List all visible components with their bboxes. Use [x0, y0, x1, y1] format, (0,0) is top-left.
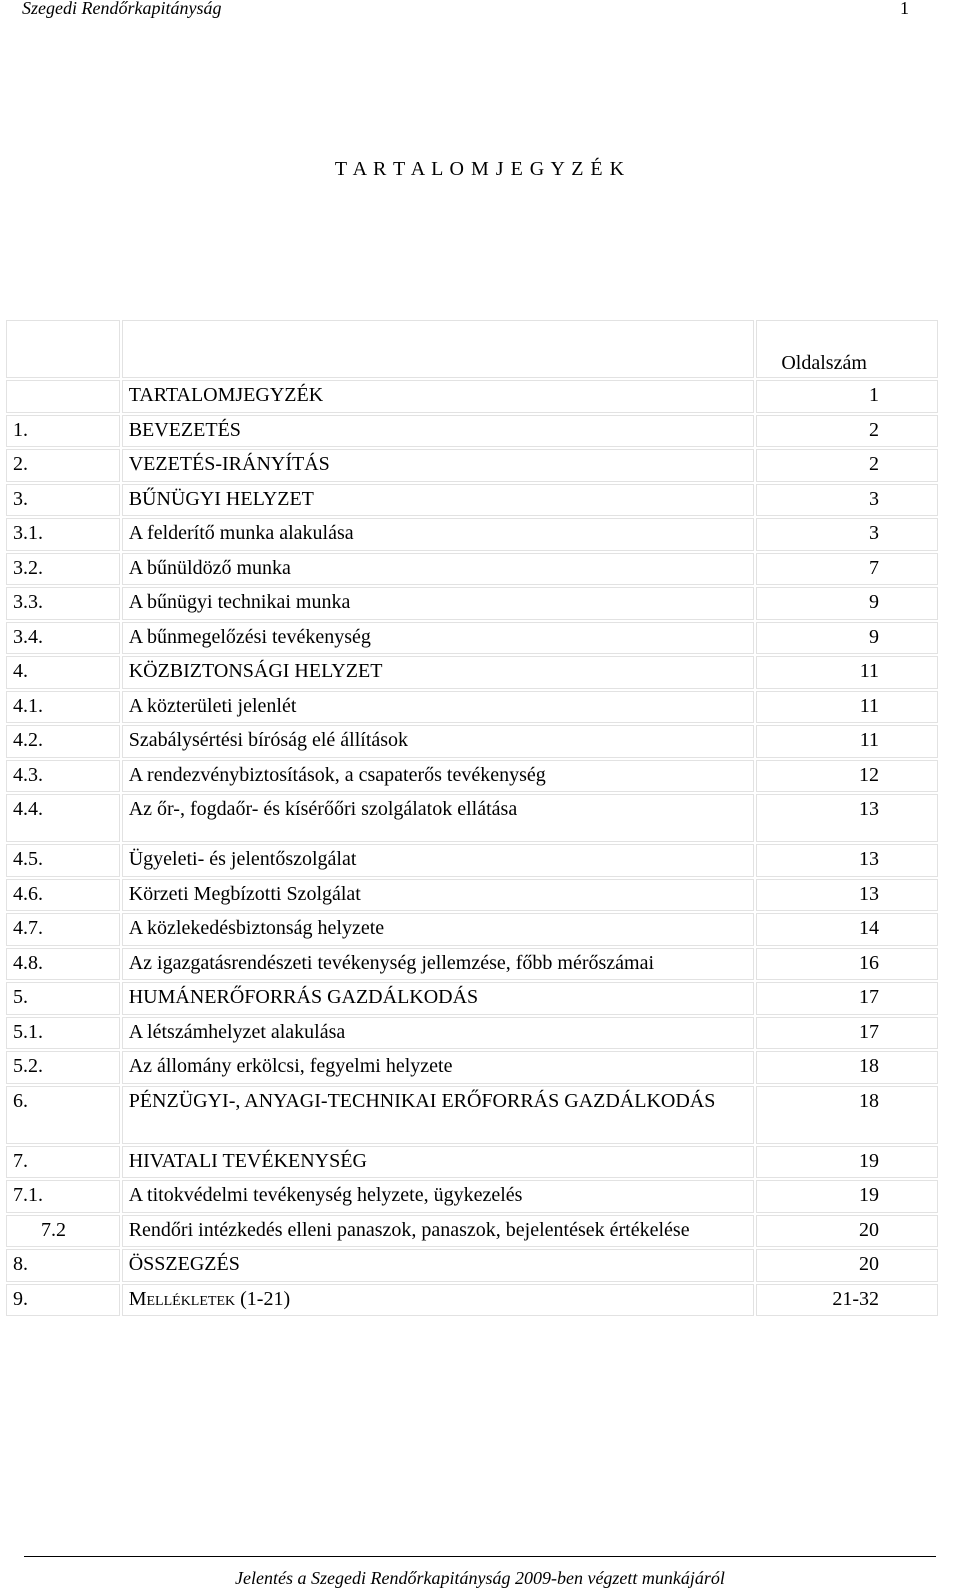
- toc-title: A létszámhelyzet alakulása: [122, 1017, 755, 1050]
- toc-num: 3.2.: [6, 553, 120, 586]
- toc-num: 7.1.: [6, 1180, 120, 1213]
- toc-num: 4.7.: [6, 913, 120, 946]
- toc-row: [6, 484, 938, 517]
- toc-row: [6, 844, 938, 877]
- toc-row: [6, 1215, 938, 1248]
- toc-title: A közlekedésbiztonság helyzete: [122, 913, 755, 946]
- toc-row: [6, 518, 938, 551]
- toc-title: A felderítő munka alakulása: [122, 518, 755, 551]
- running-header-page-number: 1: [900, 0, 909, 18]
- toc-row: [6, 725, 938, 758]
- toc-title: A titokvédelmi tevékenység helyzete, ügykezelés: [122, 1180, 755, 1213]
- toc-title: Mellékletek (1-21): [122, 1284, 755, 1317]
- toc-title: A bűnüldöző munka: [122, 553, 755, 586]
- toc-page: 19: [756, 1146, 938, 1179]
- toc-page: 19: [756, 1180, 938, 1213]
- toc-title: Ügyeleti- és jelentőszolgálat: [122, 844, 755, 877]
- toc-page: 2: [756, 449, 938, 482]
- toc-num: 4.1.: [6, 691, 120, 724]
- toc-page: 18: [756, 1086, 938, 1144]
- running-footer: Jelentés a Szegedi Rendőrkapitányság 2009-ben végzett munkájáról: [235, 1568, 725, 1588]
- running-header-title: Szegedi Rendőrkapitányság: [22, 0, 222, 18]
- toc-title: HUMÁNERŐFORRÁS GAZDÁLKODÁS: [122, 982, 755, 1015]
- toc-row: [6, 1180, 938, 1213]
- toc-title: Az őr-, fogdaőr- és kísérőőri szolgálatok ellátása: [122, 794, 755, 842]
- toc-title: ÖSSZEGZÉS: [122, 1249, 755, 1282]
- toc-title: TARTALOMJEGYZÉK: [122, 380, 755, 413]
- toc-page: 11: [756, 691, 938, 724]
- toc-num: 4.6.: [6, 879, 120, 912]
- toc-title: A bűnmegelőzési tevékenység: [122, 622, 755, 655]
- toc-row: [6, 794, 938, 842]
- toc-num: 3.4.: [6, 622, 120, 655]
- toc-row: [6, 415, 938, 448]
- toc-page: 3: [756, 518, 938, 551]
- toc-row: [6, 760, 938, 793]
- toc-title: Az állomány erkölcsi, fegyelmi helyzete: [122, 1051, 755, 1084]
- toc-row: [6, 691, 938, 724]
- toc-row: [6, 1249, 938, 1282]
- toc-page: 20: [756, 1215, 938, 1248]
- toc-row: [6, 1284, 938, 1317]
- toc-page: 17: [756, 1017, 938, 1050]
- toc-page: 9: [756, 587, 938, 620]
- toc-header-title: [122, 320, 755, 378]
- toc-num: 4.2.: [6, 725, 120, 758]
- toc-row: [6, 1146, 938, 1179]
- footer-divider: [24, 1556, 936, 1557]
- toc-num: 4.5.: [6, 844, 120, 877]
- toc-num: 3.1.: [6, 518, 120, 551]
- toc-title: BEVEZETÉS: [122, 415, 755, 448]
- toc-num: [6, 380, 120, 413]
- toc-page: 13: [756, 794, 938, 842]
- toc-page: 13: [756, 879, 938, 912]
- toc-title: Az igazgatásrendészeti tevékenység jellemzése, főbb mérőszámai: [122, 948, 755, 981]
- toc-row: [6, 982, 938, 1015]
- toc-num: 7.: [6, 1146, 120, 1179]
- toc-header-row: [6, 320, 938, 378]
- toc-title: A közterületi jelenlét: [122, 691, 755, 724]
- toc-page: 13: [756, 844, 938, 877]
- toc-num: 6.: [6, 1086, 120, 1144]
- toc-num: 1.: [6, 415, 120, 448]
- toc-num: 4.4.: [6, 794, 120, 842]
- document-title: T A R T A L O M J E G Y Z É K: [334, 158, 626, 180]
- toc-row: [6, 587, 938, 620]
- toc-row: [6, 622, 938, 655]
- toc-row: [6, 1017, 938, 1050]
- toc-num: 9.: [6, 1284, 120, 1317]
- toc-num: 3.: [6, 484, 120, 517]
- toc-page: 7: [756, 553, 938, 586]
- toc-page: 20: [756, 1249, 938, 1282]
- toc-row: [6, 449, 938, 482]
- toc-title: BŰNÜGYI HELYZET: [122, 484, 755, 517]
- toc-page: 3: [756, 484, 938, 517]
- toc-num: 2.: [6, 449, 120, 482]
- toc-num: 7.2: [6, 1215, 120, 1248]
- toc-row: [6, 1086, 938, 1144]
- toc-num: 5.: [6, 982, 120, 1015]
- toc-row: [6, 879, 938, 912]
- toc-page: 17: [756, 982, 938, 1015]
- toc-row: [6, 656, 938, 689]
- toc-title: KÖZBIZTONSÁGI HELYZET: [122, 656, 755, 689]
- toc-num: 8.: [6, 1249, 120, 1282]
- table-of-contents: [4, 318, 940, 1318]
- toc-title: A rendezvénybiztosítások, a csapaterős tevékenység: [122, 760, 755, 793]
- toc-page: 12: [756, 760, 938, 793]
- toc-page: 11: [756, 725, 938, 758]
- toc-title: HIVATALI TEVÉKENYSÉG: [122, 1146, 755, 1179]
- toc-header-page: Oldalszám: [756, 320, 938, 378]
- toc-page: 11: [756, 656, 938, 689]
- toc-title: Körzeti Megbízotti Szolgálat: [122, 879, 755, 912]
- toc-num: 5.1.: [6, 1017, 120, 1050]
- toc-row: [6, 553, 938, 586]
- toc-row: [6, 380, 938, 413]
- toc-title: A bűnügyi technikai munka: [122, 587, 755, 620]
- toc-title: Rendőri intézkedés elleni panaszok, panaszok, bejelentések értékelése: [122, 1215, 755, 1248]
- toc-row: [6, 948, 938, 981]
- toc-page: 18: [756, 1051, 938, 1084]
- toc-page: 14: [756, 913, 938, 946]
- toc-title: PÉNZÜGYI-, ANYAGI-TECHNIKAI ERŐFORRÁS GAZDÁLKODÁS: [122, 1086, 755, 1144]
- toc-num: 4.3.: [6, 760, 120, 793]
- toc-page: 2: [756, 415, 938, 448]
- toc-page: 9: [756, 622, 938, 655]
- toc-num: 3.3.: [6, 587, 120, 620]
- toc-page: 21-32: [756, 1284, 938, 1317]
- toc-num: 4.: [6, 656, 120, 689]
- toc-page: 1: [756, 380, 938, 413]
- toc-row: [6, 913, 938, 946]
- toc-num: 4.8.: [6, 948, 120, 981]
- toc-num: 5.2.: [6, 1051, 120, 1084]
- toc-header-num: [6, 320, 120, 378]
- toc-title: VEZETÉS-IRÁNYÍTÁS: [122, 449, 755, 482]
- toc-title: Szabálysértési bíróság elé állítások: [122, 725, 755, 758]
- toc-page: 16: [756, 948, 938, 981]
- toc-row: [6, 1051, 938, 1084]
